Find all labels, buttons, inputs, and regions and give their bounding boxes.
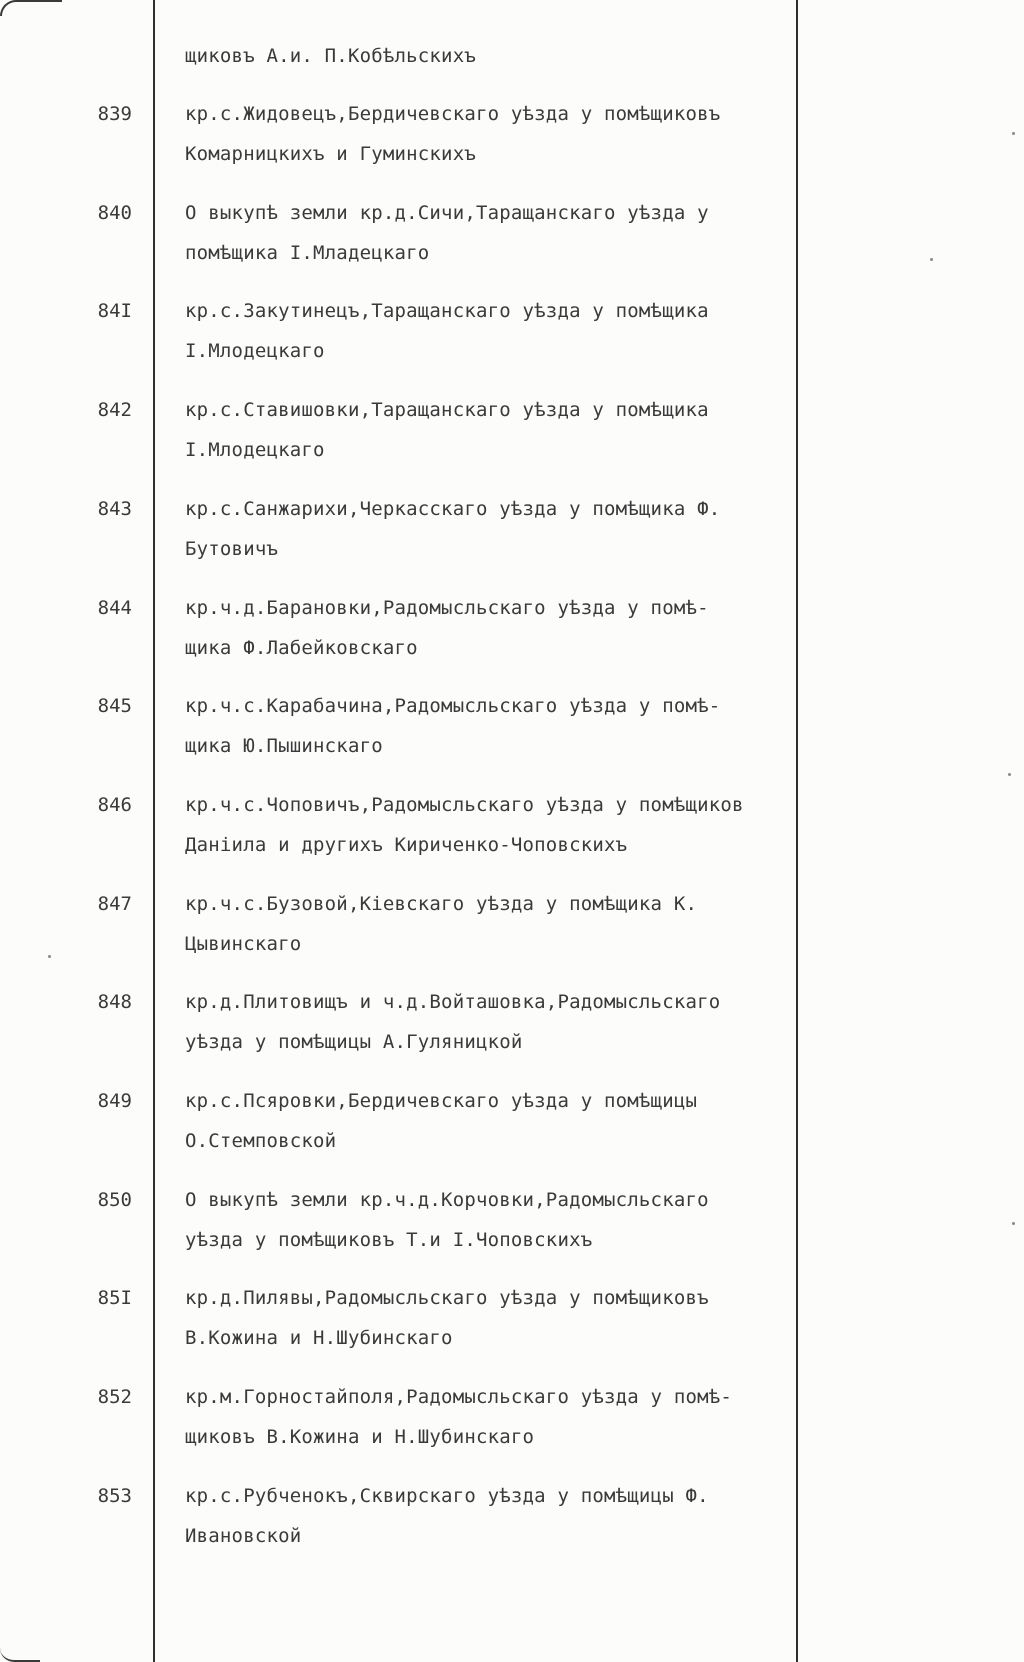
entry-text-line: О.Стемповской <box>185 1130 337 1152</box>
entry-number: 839 <box>97 103 132 125</box>
entry-text-line: Ивановской <box>185 1524 302 1547</box>
entry-number: 849 <box>97 1090 132 1112</box>
entry-text-line: уѣзда у помѣщиковъ Т.и І.Чоповскихъ <box>185 1228 593 1251</box>
entry-text-line: О выкупѣ земли кр.ч.д.Корчовки,Радомысльскаго <box>185 1188 709 1211</box>
entry-text-line: кр.ч.д.Барановки,Радомысльскаго уѣзда у помѣ- <box>185 596 709 619</box>
scan-speck <box>48 955 51 958</box>
entry-text-line: кр.м.Горностайполя,Радомысльскаго уѣзда у помѣ- <box>185 1386 733 1409</box>
scan-speck <box>1008 773 1011 776</box>
entry-number: 842 <box>97 399 132 422</box>
entry-text-line: щика Ф.Лабейковскаго <box>185 636 418 659</box>
entry-text-line: кр.ч.с.Карабачина,Радомысльскаго уѣзда у помѣ- <box>185 695 721 718</box>
entry-text-line: кр.с.Ставишовки,Таращанскаго уѣзда у помѣщика <box>185 399 709 422</box>
entry-number: 846 <box>97 793 132 816</box>
entry-number: 843 <box>97 497 132 520</box>
entry-number: 853 <box>97 1484 132 1507</box>
entry-text-line: Даніила и другихъ Кириченко-Чоповскихъ <box>185 833 628 856</box>
entry-text-line: помѣщика І.Младецкаго <box>185 241 430 264</box>
page-corner-mark <box>0 0 62 16</box>
entry-text-line: уѣзда у помѣщицы А.Гуляницкой <box>185 1031 523 1054</box>
entry-number: 844 <box>97 596 132 619</box>
entry-text-line: кр.ч.с.Чоповичъ,Радомысльскаго уѣзда у помѣщиков <box>185 793 744 816</box>
entry-text-line: кр.д.Пилявы,Радомысльскаго уѣзда у помѣщиковъ <box>185 1287 709 1310</box>
entry-number: 850 <box>97 1188 132 1211</box>
left-margin-rule <box>153 0 155 1662</box>
entry-text-line: О выкупѣ земли кр.д.Сичи,Таращанскаго уѣзда у <box>185 201 709 224</box>
entry-text-line: Бутовичъ <box>185 537 279 560</box>
entry-number: 84I <box>97 300 132 323</box>
entry-text-line: кр.с.Закутинецъ,Таращанскаго уѣзда у помѣщика <box>185 300 709 323</box>
entry-text-line: кр.ч.с.Бузовой,Кіевскаго уѣзда у помѣщика К. <box>185 892 698 915</box>
continuation-text: щиковъ А.и. П.Кобѣльскихъ <box>185 45 476 67</box>
scan-speck <box>930 258 933 261</box>
entry-text-line: щика Ю.Пышинскаго <box>185 735 383 758</box>
scan-speck <box>1012 132 1015 135</box>
entry-text-line: кр.с.Псяровки,Бердичевскаго уѣзда у помѣщицы <box>185 1090 698 1112</box>
entry-number: 85I <box>97 1287 132 1310</box>
right-margin-rule <box>796 0 798 1662</box>
entry-number: 848 <box>97 991 132 1014</box>
entry-text-line: Комарницкихъ и Гуминскихъ <box>185 143 476 165</box>
entry-number: 845 <box>97 695 132 718</box>
entry-number: 840 <box>97 201 132 224</box>
entry-number: 847 <box>97 892 132 915</box>
scan-speck <box>1012 1222 1015 1225</box>
entry-text-line: кр.с.Санжарихи,Черкасскаго уѣзда у помѣщика Ф. <box>185 497 721 520</box>
entry-text-line: кр.д.Плитовищъ и ч.д.Войташовка,Радомысльскаго <box>185 991 721 1014</box>
entry-text-line: Цывинскаго <box>185 932 302 955</box>
entry-number: 852 <box>97 1386 132 1409</box>
entry-text-line: щиковъ В.Кожина и Н.Шубинскаго <box>185 1426 535 1449</box>
entry-text-line: В.Кожина и Н.Шубинскаго <box>185 1327 453 1350</box>
entry-text-line: І.Млодецкаго <box>185 439 325 462</box>
entry-text-line: кр.с.Рубченокъ,Сквирскаго уѣзда у помѣщицы Ф. <box>185 1484 709 1507</box>
page-corner-mark-bottom <box>0 1640 40 1662</box>
entry-text-line: кр.с.Жидовецъ,Бердичевскаго уѣзда у помѣщиковъ <box>185 103 721 125</box>
entry-text-line: І.Млодецкаго <box>185 340 325 363</box>
